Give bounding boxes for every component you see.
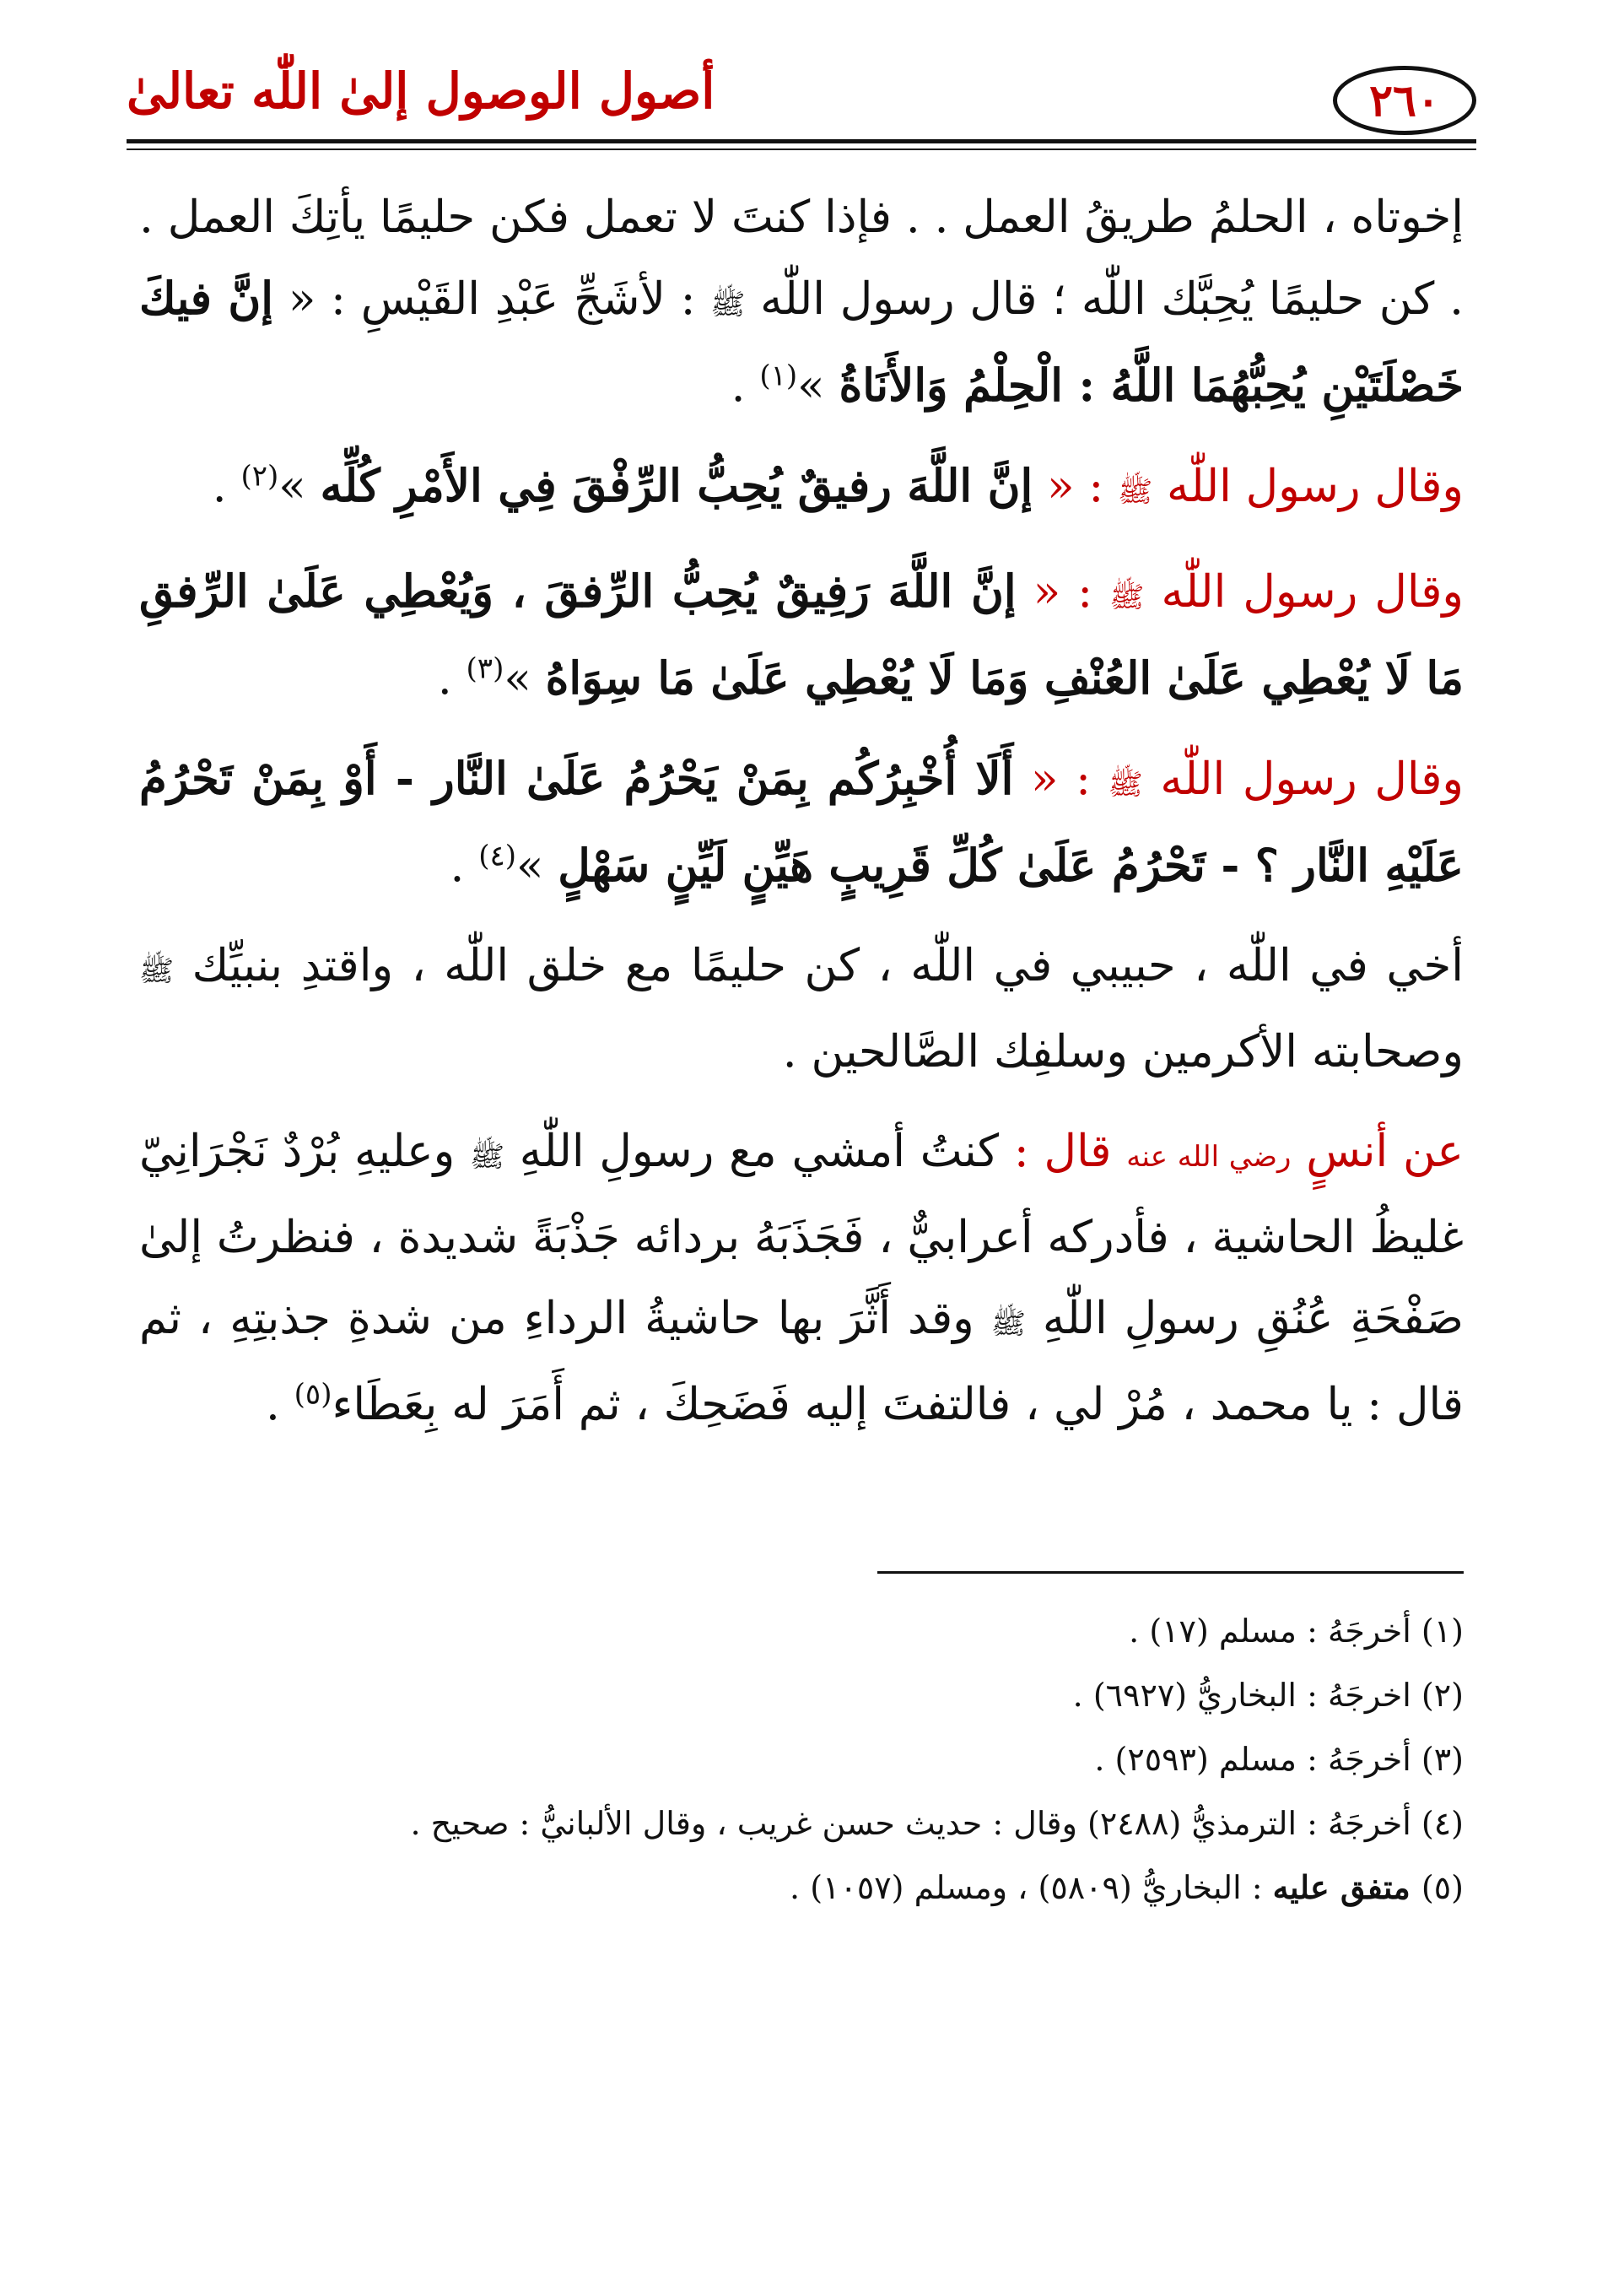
text-run: »	[504, 653, 546, 705]
hadith-text: أَلَا أُخْبِرُكُم بِمَنْ يَحْرُمُ عَلَىٰ النَّار - أَوْ بِمَنْ تَحْرُمُ عَلَيْهِ النَّار ؟ - تَحْرُمُ عَلَىٰ كُلِّ قَرِيبٍ هَيِّنٍ لَيِّنٍ سَهْلٍ	[139, 753, 1464, 892]
footnote-text: أخرجَهُ : مسلم (١٧) .	[1129, 1613, 1421, 1650]
text-run: وعليهِ بُرْدٌ نَجْرَانِيّ غليظُ الحاشية ، فأدركه أعرابيٌّ ، فَجَذَبَهُ بردائه جَذْبَةً شديدة ، فنظرتُ إلىٰ صَفْحَةِ عُنُقِ رسولِ اللّٰهِ	[139, 1126, 1464, 1344]
salutation-glyph: ﷺ	[469, 1140, 505, 1174]
text-run: .	[212, 461, 241, 512]
footnote-4	[127, 1791, 1464, 1856]
footnote-number: (٥)	[1421, 1869, 1464, 1906]
footnote-5	[127, 1856, 1464, 1920]
footnote-number: (٤)	[1421, 1805, 1464, 1842]
footnote-text: اخرجَهُ : البخاريُّ (٦٩٢٧) .	[1072, 1677, 1421, 1714]
text-run: إخوتاه ، الحلمُ طريقُ العمل . . فإذا كنتَ لا تعمل فكن حليمًا يأتِكَ العمل . . كن حليمًا يُحِبَّك اللّٰه ؛ قال رسول اللّٰه	[139, 192, 1464, 325]
text-run: »	[278, 461, 321, 512]
footnote-bold: متفق عليه	[1272, 1868, 1421, 1906]
text-run: .	[437, 653, 467, 705]
footnotes	[127, 1599, 1464, 1920]
footnote-ref: (٢)	[240, 459, 279, 494]
text-run: »	[797, 360, 839, 412]
attribution-lead: وقال رسول اللّٰه	[1144, 566, 1464, 618]
hadith-text: إنَّ اللَّهَ رَفِيقٌ يُحِبُّ الرِّفقَ ، وَيُعْطِي عَلَىٰ الرِّفقِ مَا لَا يُعْطِي عَلَىٰ العُنْفِ وَمَا لَا يُعْطِي عَلَىٰ مَا سِوَاهُ	[139, 565, 1464, 705]
salutation-glyph: ﷺ	[139, 954, 175, 988]
text-run: : «	[1016, 566, 1110, 618]
text-run: وقد أَثَّرَ بها حاشيةُ الرداءِ من شدةِ جذبتِهِ ، ثم قال : يا محمد ، مُرْ لي ، فالتفتَ إليه فَضَحِكَ ، ثم أَمَرَ له بِعَطَاء	[139, 1293, 1464, 1430]
page-number: ٢٦٠	[1333, 66, 1476, 135]
hadith-text: إنَّ فيكَ خَصْلَتَيْنِ يُحِبُّهُمَا اللَّهُ : الْحِلْمُ وَالأَنَاةُ	[139, 273, 1464, 412]
page-header	[127, 51, 1476, 143]
paragraph-4	[139, 738, 1464, 907]
paragraph-3	[139, 551, 1464, 720]
footnote-number: (٢)	[1421, 1677, 1464, 1714]
footnote-separator	[877, 1571, 1464, 1574]
running-title: أصول الوصول إلىٰ اللّٰه تعالىٰ	[127, 62, 715, 120]
footnote-2	[127, 1663, 1464, 1727]
text-run: : «	[1013, 754, 1108, 805]
header-rule-thick	[127, 139, 1476, 143]
paragraph-5	[139, 926, 1464, 1093]
narrator-name: عن أنسٍ	[1291, 1126, 1464, 1177]
text-run: كنتُ أمشي مع رسولِ اللّٰهِ	[504, 1126, 1014, 1177]
text-run: وصحابته الأكرمين وسلفِك الصَّالحين .	[782, 1026, 1464, 1078]
footnote-text: أخرجَهُ : مسلم (٢٥٩٣) .	[1094, 1741, 1421, 1778]
salutation-glyph: ﷺ	[1118, 475, 1153, 509]
radi-glyph: رضي الله عنه	[1126, 1140, 1292, 1174]
footnote-ref: (٣)	[466, 651, 504, 686]
attribution-lead: وقال رسول اللّٰه	[1142, 754, 1464, 805]
footnote-text: أخرجَهُ : الترمذيُّ (٢٤٨٨) وقال : حديث حسن غريب ، وقال الألبانيُّ : صحيح .	[410, 1805, 1421, 1842]
footnote-text: : البخاريُّ (٥٨٠٩) ، ومسلم (١٠٥٧) .	[790, 1869, 1273, 1906]
hadith-text: إنَّ اللَّهَ رفيقٌ يُحِبُّ الرِّفْقَ فِي الأَمْرِ كُلِّه	[320, 460, 1033, 512]
footnote-1	[127, 1599, 1464, 1663]
text-run: قال :	[1013, 1126, 1127, 1177]
attribution-lead: وقال رسول اللّٰه	[1152, 461, 1464, 512]
footnote-number: (١)	[1421, 1613, 1464, 1650]
salutation-glyph: ﷺ	[1109, 581, 1145, 614]
footnote-ref: (١)	[759, 359, 798, 393]
text-run: »	[516, 840, 558, 892]
text-run: .	[265, 1379, 294, 1430]
salutation-glyph: ﷺ	[1108, 768, 1143, 802]
text-run: .	[731, 360, 760, 412]
paragraph-1	[139, 177, 1464, 427]
header-rule-thin	[127, 149, 1476, 150]
text-run: .	[450, 840, 479, 892]
salutation-glyph: ﷺ	[710, 288, 746, 321]
text-run: : «	[1033, 461, 1119, 512]
footnote-3	[127, 1727, 1464, 1791]
footnote-number: (٣)	[1421, 1741, 1464, 1778]
main-text	[139, 177, 1464, 1464]
footnote-ref: (٤)	[478, 839, 517, 873]
footnote-ref: (٥)	[294, 1377, 332, 1412]
salutation-glyph: ﷺ	[990, 1307, 1026, 1341]
text-run: : لأشَجِّ عَبْدِ القَيْسِ : «	[273, 273, 711, 325]
paragraph-2	[139, 446, 1464, 532]
paragraph-6	[139, 1111, 1464, 1445]
text-run: أخي في اللّٰه ، حبيبي في اللّٰه ، كن حليمًا مع خلق اللّٰه ، واقتدِ بنبيِّك	[174, 940, 1464, 991]
